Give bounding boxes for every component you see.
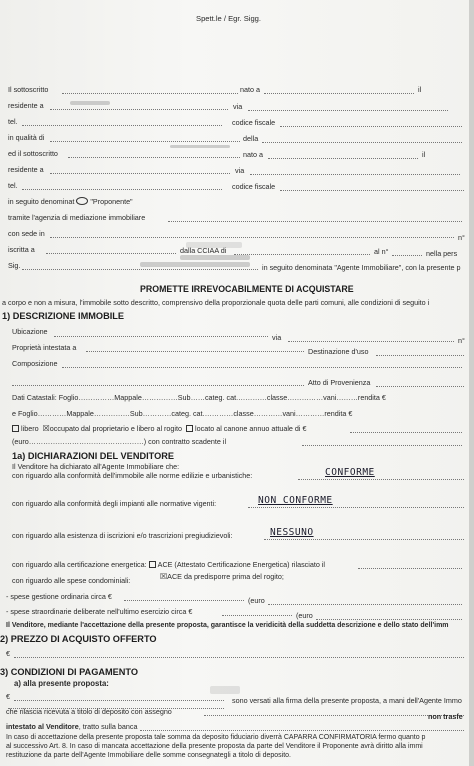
il-2-label: il: [422, 150, 426, 159]
codice-fiscale-label: codice fiscale: [232, 118, 276, 127]
iscrizioni-line: [264, 539, 464, 540]
iscritta-label: iscritta a: [8, 245, 35, 254]
addressee-label: Spett.le / Egr. Sigg.: [196, 14, 262, 23]
garanzia-text: Il Venditore, mediante l'accettazione della presente proposta, garantisce la veridicità della suddetta descrizione e dello stato dell'imm: [6, 622, 449, 629]
spese-straordinarie-euro: (euro: [296, 611, 313, 620]
occupato-checkbox-checked[interactable]: ☒: [42, 424, 50, 433]
cciaa-label: dalla CCIAA di: [180, 246, 227, 255]
dati-catastali-row: Dati Catastali: Foglio……………Mappale……………Sub……categ. cat.…………classe……………vani………rendita €: [12, 393, 386, 402]
nato-a-2-line: [268, 158, 418, 159]
intestato-row: intestato al Venditore, tratto sulla banca: [6, 722, 138, 731]
codice-fiscale-2-label: codice fiscale: [232, 182, 276, 191]
redaction-mark: [140, 262, 250, 267]
residente-2-label: residente a: [8, 165, 44, 174]
nato-a-label: nato a: [240, 85, 260, 94]
ace-rilasciato-checkbox[interactable]: [149, 561, 156, 568]
spese-ordinaria-label: - spese gestione ordinaria circa €: [6, 592, 112, 601]
art8-text: al successivo Art. 8. In caso di mancata accettazione della presente proposta da parte del Venditore il Proponente avrà diritto alla immi: [6, 743, 423, 750]
assegno-text: che rilascia ricevuta a titolo di deposito con assegno: [6, 707, 172, 716]
via-line: [248, 110, 448, 111]
ace-line: [358, 568, 462, 569]
sig-label: Sig.: [8, 261, 21, 270]
intro-text: a corpo e non a misura, l'immobile sotto descritto, comprensivo della proporzionale quota delle parti comuni, alle condizioni di seguito i: [2, 298, 430, 307]
qualita-line: [50, 141, 240, 142]
prezzo-line: [14, 657, 464, 658]
residente-2-line: [50, 173, 230, 174]
urbanistiche-answer: CONFORME: [325, 467, 375, 478]
document-title: PROMETTE IRREVOCABILMENTE DI ACQUISTARE: [140, 284, 354, 294]
della-label: della: [243, 134, 259, 143]
cciaa-line: [234, 254, 370, 255]
ubicazione-via-label: via: [272, 333, 282, 342]
sub-a-euro-line: [14, 700, 224, 701]
euro-row: (euro…………………………………………) con contratto scadente il: [12, 437, 227, 446]
venditore-intro: Il Venditore ha dichiarato all'Agente Immobiliare che:: [12, 462, 180, 471]
iscritta-line: [46, 253, 176, 254]
scan-noise: [186, 242, 242, 248]
tel-2-label: tel.: [8, 181, 18, 190]
nella-pers-label: nella pers: [426, 249, 458, 258]
iscrizioni-answer: NESSUNO: [270, 527, 314, 538]
non-trasf-text: non trasfe: [428, 712, 463, 721]
denominati-label: in seguito denominat "Proponente": [8, 197, 133, 206]
canone-line: [350, 432, 462, 433]
codice-fiscale-2-line: [280, 190, 464, 191]
codice-fiscale-line: [280, 126, 462, 127]
ubicazione-via-line: [288, 341, 454, 342]
via-2-label: via: [235, 166, 245, 175]
sede-label: con sede in: [8, 229, 45, 238]
nato-a-2-label: nato a: [243, 150, 263, 159]
impianti-label: con riguardo alla conformità degli impianti alle normative vigenti:: [12, 499, 217, 508]
sub-a-euro: €: [6, 692, 10, 701]
sub-a-label: a) alla presente proposta:: [14, 679, 109, 688]
sono-versati-text: sono versati alla firma della presente proposta, a mani dell'Agente Immo: [232, 696, 462, 705]
caparra-text: In caso di accettazione della presente proposta tale somma da deposito fiduciario diverrà CAPARRA CONFIRMATORIA fermo quanto p: [6, 734, 426, 741]
nato-a-line: [264, 93, 414, 94]
via-2-line: [250, 174, 460, 175]
ace-predisporre-row: ☒ACE da predisporre prima del rogito;: [160, 572, 284, 581]
sede-n-label: n°: [458, 233, 465, 242]
residente-label: residente a: [8, 101, 44, 110]
restituzione-text: restituzione da parte dell'Agente Immobiliare delle somme consegnategli a titolo di deposito.: [6, 752, 292, 759]
spese-straordinarie-label: - spese straordinarie deliberate nell'ultimo esercizio circa €: [6, 607, 193, 616]
section-2-heading: 2) PREZZO DI ACQUISTO OFFERTO: [0, 634, 157, 644]
redaction-mark: [180, 255, 250, 260]
composizione-label: Composizione: [12, 359, 58, 368]
occupazione-row: libero ☒occupato dal proprietario e libero al rogito locato al canone annuo attuale di €: [12, 424, 307, 433]
composizione-line: [62, 367, 462, 368]
ed-sottoscritto-label: ed il sottoscritto: [8, 149, 58, 158]
scan-edge: [469, 0, 474, 766]
al-n-line: [392, 255, 422, 256]
sig-line: [22, 269, 258, 270]
tramite-label: tramite l'agenzia di mediazione immobiliare: [8, 213, 146, 222]
sottoscritto-line: [62, 93, 238, 94]
via-label: via: [233, 102, 243, 111]
atto-line: [376, 386, 464, 387]
spese-straordinarie-line: [222, 615, 292, 616]
section-3-heading: 3) CONDIZIONI DI PAGAMENTO: [0, 667, 138, 677]
ubicazione-line: [54, 336, 268, 337]
tel-line: [22, 125, 222, 126]
spese-ordinaria-line: [124, 600, 244, 601]
il-label: il: [418, 85, 422, 94]
proprieta-label: Proprietà intestata a: [12, 343, 77, 352]
scan-noise: [210, 686, 240, 694]
agente-label: in seguito denominata "Agente Immobiliare", con la presente p: [262, 263, 461, 272]
ace-predisporre-checkbox-checked[interactable]: ☒: [160, 572, 168, 581]
spese-straordinarie-euro-line: [316, 619, 462, 620]
tel-2-line: [22, 189, 222, 190]
iscrizioni-label: con riguardo alla esistenza di iscrizioni e/o trascrizioni pregiudizievoli:: [12, 531, 233, 540]
della-line: [262, 142, 462, 143]
spese-ordinaria-euro-line: [268, 604, 462, 605]
destinazione-label: Destinazione d'uso: [308, 347, 369, 356]
impianti-answer: NON CONFORME: [258, 495, 333, 506]
proprieta-line: [86, 351, 304, 352]
sede-line: [50, 237, 454, 238]
tramite-line: [168, 221, 462, 222]
locato-checkbox[interactable]: [186, 425, 193, 432]
atto-label: Atto di Provenienza: [308, 378, 371, 387]
libero-checkbox[interactable]: [12, 425, 19, 432]
tel-label: tel.: [8, 117, 18, 126]
spese-ordinaria-euro: (euro: [248, 596, 265, 605]
qualita-label: in qualità di: [8, 133, 45, 142]
scadenza-line: [302, 445, 462, 446]
section-1a-heading: 1a) DICHIARAZIONI DEL VENDITORE: [12, 451, 174, 461]
section-1-heading: 1) DESCRIZIONE IMMOBILE: [2, 311, 124, 321]
assegno-line: [204, 715, 464, 716]
spese-condominiali-label: con riguardo alle spese condominiali:: [12, 576, 131, 585]
ed-sottoscritto-line: [68, 157, 240, 158]
redaction-mark: [70, 101, 110, 105]
composizione-line-2: [12, 385, 304, 386]
residente-line: [50, 109, 228, 110]
e-foglio-row: e Foglio…………Mappale……………Sub…………categ. cat.…………classe…………vani…………rendita €: [12, 409, 353, 418]
impianti-line: [248, 507, 464, 508]
banca-line: [140, 730, 464, 731]
ubicazione-label: Ubicazione: [12, 327, 48, 336]
redaction-mark: [170, 145, 230, 148]
urbanistiche-line: [298, 479, 464, 480]
destinazione-line: [376, 355, 464, 356]
certificazione-row: con riguardo alla certificazione energetica: ACE (Attestato Certificazione Energetica) rilasciato il: [12, 560, 326, 569]
prezzo-euro: €: [6, 649, 10, 658]
ubicazione-n-label: n°: [458, 336, 465, 345]
urbanistiche-label: con riguardo alla conformità dell'immobile alle norme edilizie e urbanistiche:: [12, 471, 253, 480]
al-n-label: al n°: [374, 247, 389, 256]
sottoscritto-label: Il sottoscritto: [8, 85, 49, 94]
